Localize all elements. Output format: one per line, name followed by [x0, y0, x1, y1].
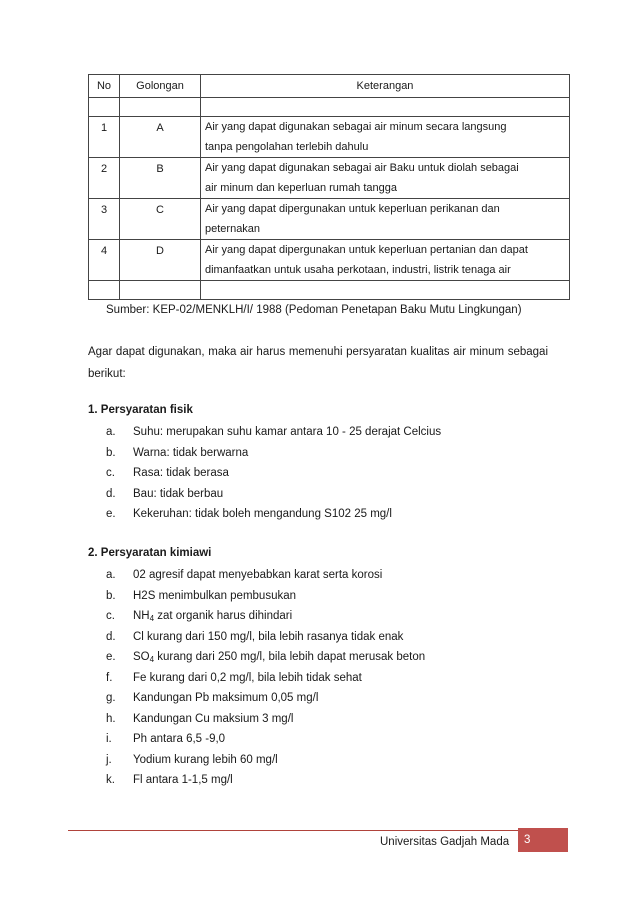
formula-subscript: 4	[149, 655, 155, 664]
list-text: Kekeruhan: tidak boleh mengandung S102 25 mg/l	[133, 508, 392, 520]
list-item	[106, 729, 425, 750]
list-text: H2S menimbulkan pembusukan	[133, 589, 297, 602]
list-marker: c.	[106, 610, 115, 622]
cell-no: 2	[89, 158, 120, 199]
list-text: Fe kurang dari 0,2 mg/l, bila lebih tidak sehat	[133, 671, 362, 684]
cell-golongan: A	[120, 117, 201, 158]
list-text	[133, 651, 425, 663]
list-item	[106, 688, 425, 709]
list-item	[106, 750, 425, 771]
list-text: 02 agresif dapat menyebabkan karat serta korosi	[133, 569, 383, 581]
table-row	[89, 158, 570, 199]
table-header-row	[89, 75, 570, 98]
list-marker: b.	[106, 589, 116, 602]
list-marker: j.	[106, 753, 112, 766]
list-item	[106, 463, 441, 484]
footer-institution: Universitas Gadjah Mada	[380, 836, 510, 848]
list-item	[106, 422, 441, 443]
cell-golongan: C	[120, 199, 201, 240]
cell-keterangan	[201, 240, 570, 281]
table-row	[89, 199, 570, 240]
header-keterangan: Keterangan	[201, 75, 570, 98]
keterangan-line: Air yang dapat dipergunakan untuk keperluan perikanan dan	[205, 203, 500, 215]
list-item	[106, 484, 441, 505]
list-item	[106, 565, 425, 586]
cell-no: 4	[89, 240, 120, 281]
list-item	[106, 647, 425, 668]
header-no: No	[89, 75, 120, 98]
list-marker: e.	[106, 508, 116, 520]
list-text: Kandungan Pb maksimum 0,05 mg/l	[133, 692, 319, 704]
cell-no: 1	[89, 117, 120, 158]
list-text: Suhu: merupakan suhu kamar antara 10 - 25 derajat Celcius	[133, 426, 442, 438]
cell-golongan: D	[120, 240, 201, 281]
empty-cell	[201, 281, 570, 300]
list-marker: g.	[106, 692, 116, 704]
keterangan-line: tanpa pengolahan terlebih dahulu	[205, 141, 369, 153]
formula-rest: zat organik harus dihindari	[154, 610, 293, 622]
list-marker: k.	[106, 774, 115, 786]
table-empty-row	[89, 281, 570, 300]
list-marker: c.	[106, 467, 115, 479]
keterangan-line: Air yang dapat dipergunakan untuk keperluan pertanian dan dapat	[205, 244, 528, 256]
list-marker: h.	[106, 712, 116, 725]
header-golongan: Golongan	[120, 75, 201, 98]
table-empty-row	[89, 98, 570, 117]
list-item	[106, 606, 425, 627]
list-marker: a.	[106, 426, 116, 438]
keterangan-line: peternakan	[205, 223, 261, 235]
empty-cell	[89, 98, 120, 117]
list-item	[106, 443, 441, 464]
list-text: Warna: tidak berwarna	[133, 446, 249, 459]
list-marker: i.	[106, 733, 112, 745]
list-text: Bau: tidak berbau	[133, 487, 224, 500]
page-number-badge: 3	[518, 828, 568, 852]
cell-no: 3	[89, 199, 120, 240]
keterangan-line: Air yang dapat digunakan sebagai air minum secara langsung	[205, 121, 507, 133]
list-text: Rasa: tidak berasa	[133, 467, 229, 479]
fisik-list	[106, 422, 441, 525]
empty-cell	[201, 98, 570, 117]
table-row	[89, 117, 570, 158]
list-marker: f.	[106, 671, 113, 684]
formula-base: SO	[133, 651, 150, 663]
cell-golongan: B	[120, 158, 201, 199]
list-text	[133, 610, 292, 622]
list-marker: e.	[106, 651, 116, 663]
list-marker: d.	[106, 487, 116, 500]
formula-subscript: 4	[149, 614, 155, 623]
footer-divider	[68, 830, 568, 831]
list-marker: a.	[106, 569, 116, 581]
list-item	[106, 709, 425, 730]
cell-keterangan	[201, 158, 570, 199]
formula-rest: kurang dari 250 mg/l, bila lebih dapat merusak beton	[154, 651, 426, 663]
empty-cell	[120, 281, 201, 300]
list-item	[106, 668, 425, 689]
table-source-caption: Sumber: KEP-02/MENKLH/I/ 1988 (Pedoman Penetapan Baku Mutu Lingkungan)	[106, 304, 522, 316]
keterangan-line: Air yang dapat digunakan sebagai air Baku untuk diolah sebagai	[205, 162, 519, 174]
empty-cell	[120, 98, 201, 117]
empty-cell	[89, 281, 120, 300]
list-item	[106, 586, 425, 607]
keterangan-line: air minum dan keperluan rumah tangga	[205, 182, 398, 194]
list-text: Yodium kurang lebih 60 mg/l	[133, 753, 278, 766]
cell-keterangan	[201, 117, 570, 158]
cell-keterangan	[201, 199, 570, 240]
water-class-table	[88, 74, 570, 300]
list-text: Ph antara 6,5 -9,0	[133, 733, 226, 745]
table-row	[89, 240, 570, 281]
list-marker: b.	[106, 446, 116, 459]
list-item	[106, 627, 425, 648]
list-marker: d.	[106, 630, 116, 643]
section-title-kimiawi: 2. Persyaratan kimiawi	[88, 547, 212, 559]
intro-paragraph: Agar dapat digunakan, maka air harus memenuhi persyaratan kualitas air minum sebagai berikut:	[88, 346, 548, 380]
kimiawi-list	[106, 565, 425, 791]
section-title-fisik: 1. Persyaratan fisik	[88, 404, 193, 416]
list-text: Kandungan Cu maksium 3 mg/l	[133, 712, 294, 725]
list-item	[106, 504, 441, 525]
formula-base: NH	[133, 610, 150, 622]
list-item	[106, 770, 425, 791]
list-text: Fl antara 1-1,5 mg/l	[133, 774, 233, 786]
keterangan-line: dimanfaatkan untuk usaha perkotaan, industri, listrik tenaga air	[205, 264, 511, 276]
list-text: Cl kurang dari 150 mg/l, bila lebih rasanya tidak enak	[133, 630, 404, 643]
